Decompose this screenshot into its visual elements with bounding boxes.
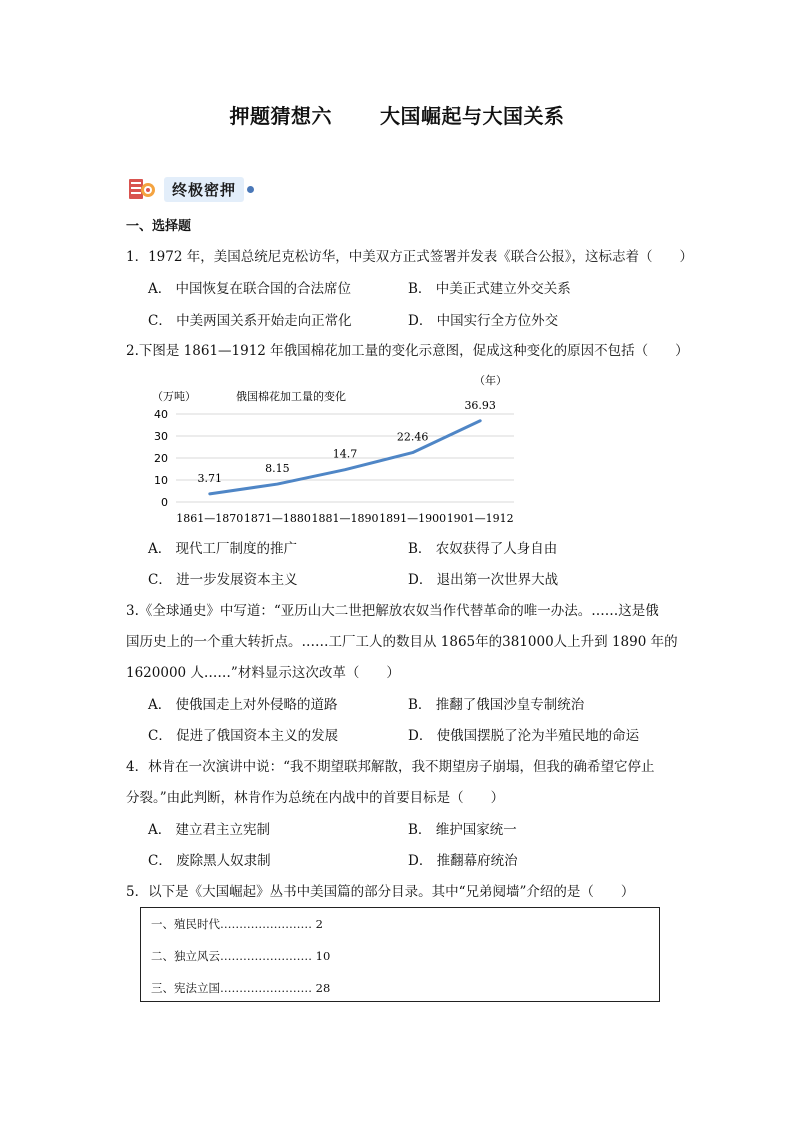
- q5-stem: 5．以下是《大国崛起》丛书中美国篇的部分目录。其中“兄弟阋墙”介绍的是（ ）: [126, 884, 635, 900]
- q3-line-3: 1620000 人……”材料显示这次改革（ ）: [126, 665, 400, 681]
- toc-item: 一、殖民时代…………………… 2: [151, 917, 323, 931]
- q2-option-b: B． 农奴获得了人身自由: [408, 541, 558, 557]
- section-heading: 一、选择题: [126, 219, 192, 234]
- y-tick-label: 0: [161, 496, 168, 509]
- data-label: 8.15: [265, 462, 290, 476]
- title-part-1: 押题猜想六: [229, 104, 332, 128]
- chart-ylabel: （万吨）: [152, 390, 196, 403]
- q4-option-d: D． 推翻幕府统治: [408, 853, 518, 869]
- target-icon: [126, 176, 160, 202]
- data-label: 22.46: [396, 430, 429, 444]
- page-title: [0, 100, 794, 129]
- q3-option-a: A． 使俄国走上对外侵略的道路: [148, 697, 338, 713]
- q3-line-2: 国历史上的一个重大转折点。……工厂工人的数目从 1865年的381000人上升到 1890 年的: [126, 634, 678, 650]
- data-label: 14.7: [332, 447, 358, 461]
- data-label: 3.71: [197, 471, 223, 485]
- q1-option-a: A． 中国恢复在联合国的合法席位: [148, 281, 352, 297]
- q2-option-a: A． 现代工厂制度的推广: [148, 541, 298, 557]
- q3-option-d: D． 使俄国摆脱了沦为半殖民地的命运: [408, 728, 640, 744]
- q3-line-1: 3.《全球通史》中写道：“亚历山大二世把解放农奴当作代替革命的唯一办法。……这是俄: [126, 603, 659, 619]
- chart-title: 俄国棉花加工量的变化: [236, 390, 346, 403]
- banner-dot: [247, 186, 254, 193]
- y-tick-label: 40: [154, 408, 168, 421]
- x-tick-label: 1871—1880: [243, 512, 311, 525]
- q4-option-a: A． 建立君主立宪制: [148, 822, 271, 838]
- q3-option-c: C． 促进了俄国资本主义的发展: [148, 728, 339, 744]
- toc-item: 三、宪法立国…………………… 28: [151, 981, 331, 995]
- q2-stem: 2.下图是 1861—1912 年俄国棉花加工量的变化示意图，促成这种变化的原因不包括（ ）: [126, 343, 689, 359]
- data-label: 36.93: [464, 398, 496, 412]
- q4-line-2: 分裂。”由此判断，林肯作为总统在内战中的首要目标是（ ）: [126, 790, 505, 806]
- x-tick-label: 1861—1870: [176, 512, 244, 525]
- q4-option-c: C． 废除黑人奴隶制: [148, 853, 271, 869]
- q3-option-b: B． 推翻了俄国沙皇专制统治: [408, 697, 585, 713]
- y-tick-label: 10: [154, 474, 168, 487]
- chart-svg: [140, 366, 540, 532]
- q1-option-c: C． 中美两国关系开始走向正常化: [148, 313, 352, 329]
- banner-label: 终极密押: [164, 177, 244, 202]
- cotton-chart: [140, 366, 540, 532]
- toc-box: [140, 907, 660, 1002]
- toc-item: 二、独立风云…………………… 10: [151, 949, 331, 963]
- q2-option-d: D． 退出第一次世界大战: [408, 572, 559, 588]
- q4-line-1: 4．林肯在一次演讲中说：“我不期望联邦解散，我不期望房子崩塌，但我的确希望它停止: [126, 759, 655, 775]
- title-part-2: 大国崛起与大国关系: [380, 104, 565, 128]
- y-tick-label: 30: [154, 430, 168, 443]
- q1-option-d: D． 中国实行全方位外交: [408, 313, 559, 329]
- chart-xlabel: （年）: [474, 374, 507, 387]
- x-tick-label: 1881—1890: [311, 512, 379, 525]
- x-tick-label: 1891—1900: [379, 512, 447, 525]
- q1-stem: 1．1972 年，美国总统尼克松访华，中美双方正式签署并发表《联合公报》，这标志着（ ）: [126, 249, 693, 265]
- banner: [126, 176, 254, 202]
- x-tick-label: 1901—1912: [446, 512, 514, 525]
- q1-option-b: B． 中美正式建立外交关系: [408, 281, 571, 297]
- y-tick-label: 20: [154, 452, 168, 465]
- q2-option-c: C． 进一步发展资本主义: [148, 572, 298, 588]
- q4-option-b: B． 维护国家统一: [408, 822, 517, 838]
